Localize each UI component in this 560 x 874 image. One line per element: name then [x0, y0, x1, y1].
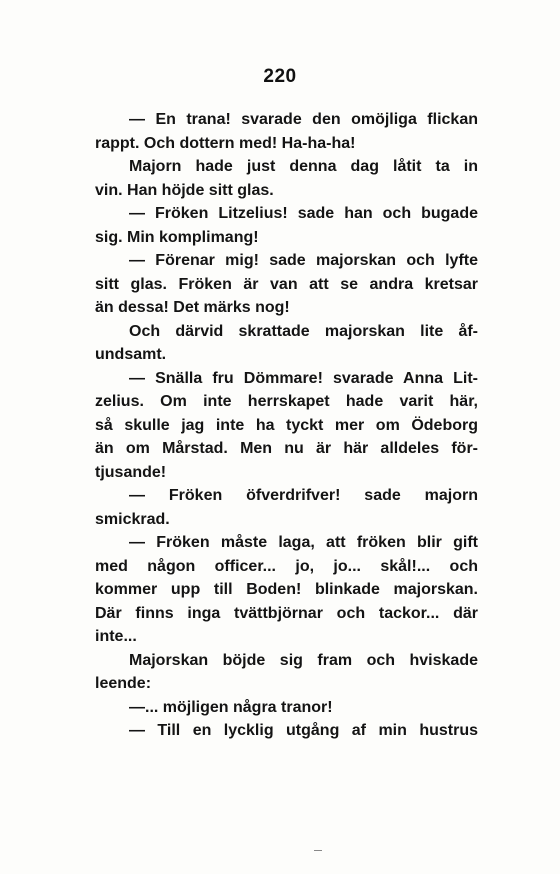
text-line: — En trana! svarade den omöjliga flickan — [129, 111, 478, 128]
text-line: än dessa! Det märks nog! — [95, 299, 290, 316]
text-line: — Fröken öfverdrifver! sade majorn — [129, 487, 478, 504]
text-line: kommer upp till Boden! blinkade majorskan. — [95, 581, 478, 598]
text-line: sitt glas. Fröken är van att se andra kretsar — [95, 275, 478, 293]
text-line: än om Mårstad. Men nu är här alldeles för- — [95, 440, 478, 457]
text-line: tjusande! — [95, 463, 167, 481]
text-line: så skulle jag inte ha tyckt mer om Ödeborg — [95, 416, 478, 434]
text-line: med någon officer... jo, jo... skål!... och — [95, 557, 478, 575]
text-line: Och därvid skrattade majorskan lite åf- — [129, 322, 478, 340]
body-text — [95, 108, 478, 743]
text-line: undsamt. — [95, 346, 167, 363]
footer-mark — [314, 850, 322, 851]
text-line: Majorskan böjde sig fram och hviskade — [129, 651, 478, 669]
text-line: — Till en lycklig utgång af min hustrus — [129, 722, 478, 739]
text-line: smickrad. — [95, 510, 170, 528]
text-line: leende: — [95, 675, 152, 692]
text-line: Majorn hade just denna dag låtit ta in — [129, 158, 478, 175]
text-line: —... möjligen några tranor! — [129, 698, 333, 716]
text-line: — Fröken Litzelius! sade han och bugade — [129, 205, 478, 222]
text-line: sig. Min komplimang! — [95, 228, 259, 246]
text-line: zelius. Om inte herrskapet hade varit här, — [95, 393, 478, 410]
text-line: — Snälla fru Dömmare! svarade Anna Lit- — [129, 369, 478, 387]
text-line: — Förenar mig! sade majorskan och lyfte — [129, 252, 478, 269]
text-line: inte... — [95, 628, 137, 645]
text-line: vin. Han höjde sitt glas. — [95, 181, 274, 199]
text-line: Där finns inga tvättbjörnar och tackor... där — [95, 604, 478, 622]
page-number: 220 — [263, 66, 297, 87]
text-line: rappt. Och dottern med! Ha-ha-ha! — [95, 134, 356, 152]
text-line: — Fröken måste laga, att fröken blir gift — [129, 534, 478, 551]
